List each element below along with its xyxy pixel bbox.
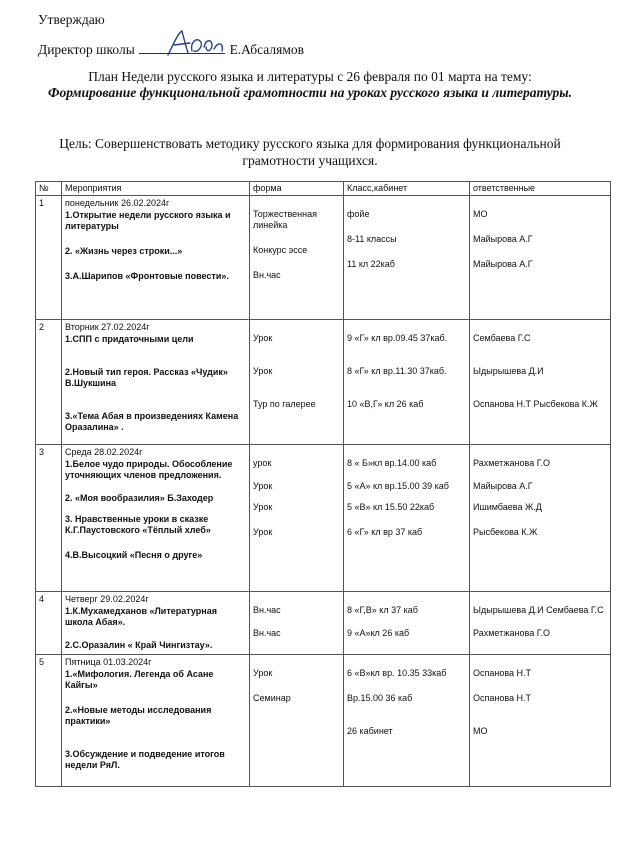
event-responsible: Ыдырышева Д.И Сембаева Г.С [473, 605, 604, 615]
day-label: Пятница 01.03.2024г [65, 657, 152, 667]
events-cell [62, 592, 250, 655]
row-number: 5 [36, 655, 62, 787]
event-class: 8 «Г» кл вр.11.30 37каб. [347, 366, 447, 376]
plan-theme: Формирование функциональной грамотности на уроках русского языка и литературы. [48, 85, 572, 100]
event-title: 2.Новый тип героя. Рассказ «Чудик» В.Шукшина [65, 367, 228, 388]
event-title: 2.«Новые методы исследования практики» [65, 705, 212, 726]
approval-label: Утверждаю [38, 12, 105, 27]
event-form: Урок [253, 668, 273, 678]
responsible-cell [470, 445, 611, 592]
form-cell [250, 320, 344, 445]
event-responsible: Ишимбаева Ж.Д [473, 502, 542, 512]
event-responsible: Рахметжанова Г.О [473, 458, 550, 468]
event-title: 3.А.Шарипов «Фронтовые повести». [65, 271, 229, 281]
event-title: 3.«Тема Абая в произведениях Камена Оразалина» . [65, 411, 239, 432]
event-title: 1.СПП с придаточными цели [65, 334, 194, 344]
table-row [36, 655, 611, 787]
event-title: 2. «Моя вообразилия» Б.Заходер [65, 493, 214, 503]
form-cell [250, 655, 344, 787]
event-form: Урок [253, 366, 273, 376]
responsible-cell [470, 655, 611, 787]
table-header-row [36, 182, 611, 196]
event-class: 8 « Б»кл вр.14.00 каб [347, 458, 437, 468]
event-form: Урок [253, 333, 273, 343]
events-cell [62, 320, 250, 445]
event-form: Вн.час [253, 270, 281, 280]
responsible-cell [470, 196, 611, 320]
event-class: фойе [347, 209, 370, 219]
event-class: 6 «Г» кл вр 37 каб [347, 527, 423, 537]
event-responsible: Оспанова Н.Т [473, 693, 532, 703]
row-number: 3 [36, 445, 62, 592]
form-cell [250, 445, 344, 592]
event-class: Вр.15.00 36 каб [347, 693, 413, 703]
event-responsible: Оспанова Н.Т Рысбекова К.Ж [473, 399, 598, 409]
table-row [36, 445, 611, 592]
event-form: Урок [253, 527, 273, 537]
event-class: 26 кабинет [347, 726, 393, 736]
events-cell [62, 655, 250, 787]
form-cell [250, 592, 344, 655]
plan-title: План Недели русского языка и литературы с 26 февраля по 01 марта на тему: [88, 69, 532, 84]
responsible-cell [470, 592, 611, 655]
event-title: 4.В.Высоцкий «Песня о друге» [65, 550, 203, 560]
class-cell [344, 320, 470, 445]
director-label: Директор школы [38, 42, 135, 57]
event-responsible: МО [473, 726, 488, 736]
event-class: 6 «В»кл вр. 10.35 33каб [347, 668, 447, 678]
event-responsible: МО [473, 209, 488, 219]
director-signature [160, 25, 230, 59]
col-header-event: Мероприятия [62, 182, 250, 196]
events-cell [62, 196, 250, 320]
events-table [35, 181, 611, 787]
event-form: Вн.час [253, 605, 281, 615]
event-form: Семинар [253, 693, 291, 703]
class-cell [344, 196, 470, 320]
event-form: Урок [253, 481, 273, 491]
event-title: 1.Открытие недели русского языка и литературы [65, 210, 231, 231]
col-header-form: форма [250, 182, 344, 196]
col-header-class: Класс,кабинет [344, 182, 470, 196]
event-title: 1.Белое чудо природы. Обособление уточняющих членов предложения. [65, 459, 233, 480]
event-responsible: Майырова А.Г [473, 234, 533, 244]
event-form: Урок [253, 502, 273, 512]
event-responsible: Оспанова Н.Т [473, 668, 532, 678]
day-label: Среда 28.02.2024г [65, 447, 143, 457]
table-row [36, 320, 611, 445]
event-title: 2.С.Оразалин « Край Чингизтау». [65, 640, 213, 650]
event-title: 3. Нравственные уроки в сказке К.Г.Паустовского «Тёплый хлеб» [65, 514, 211, 535]
day-label: Вторник 27.02.2024г [65, 322, 150, 332]
row-number: 4 [36, 592, 62, 655]
events-cell [62, 445, 250, 592]
event-title: 2. «Жизнь через строки...» [65, 246, 183, 256]
table-row [36, 592, 611, 655]
row-number: 2 [36, 320, 62, 445]
class-cell [344, 445, 470, 592]
day-label: понедельник 26.02.2024г [65, 198, 170, 208]
event-responsible: Рахметжанова Г.О [473, 628, 550, 638]
event-class: 11 кл 22каб [347, 259, 395, 269]
event-title: 3.Обсуждение и подведение итогов недели РяЛ. [65, 749, 225, 770]
event-form: Тур по галерее [253, 399, 316, 409]
event-form: Вн.час [253, 628, 281, 638]
event-class: 5 «А» кл вр.15.00 39 каб [347, 481, 449, 491]
table-row [36, 196, 611, 320]
col-header-responsible: ответственные [470, 182, 611, 196]
responsible-cell [470, 320, 611, 445]
event-class: 9 «Г» кл вр.09.45 37каб. [347, 333, 448, 343]
form-cell [250, 196, 344, 320]
event-class: 8-11 классы [347, 234, 397, 244]
event-class: 9 «А»кл 26 каб [347, 628, 410, 638]
event-responsible: Ыдырышева Д.И [473, 366, 544, 376]
director-name: Е.Абсалямов [229, 42, 304, 57]
event-form: Конкурс эссе [253, 245, 308, 255]
event-responsible: Майырова А.Г [473, 259, 533, 269]
event-class: 5 «В» кл 15.50 22каб [347, 502, 435, 512]
class-cell [344, 655, 470, 787]
event-responsible: Майырова А.Г [473, 481, 533, 491]
event-title: 1.«Мифология. Легенда об Асане Кайгы» [65, 669, 214, 690]
col-header-num: № [36, 182, 62, 196]
event-responsible: Рысбекова К.Ж [473, 527, 538, 537]
event-form: урок [253, 458, 272, 468]
class-cell [344, 592, 470, 655]
event-form: Торжественная линейка [253, 209, 317, 230]
event-class: 10 «В,Г» кл 26 каб [347, 399, 424, 409]
day-label: Четверг 29.02.2024г [65, 594, 149, 604]
event-title: 1.К.Мухамедханов «Литературная школа Абая». [65, 606, 217, 627]
event-responsible: Сембаева Г.С [473, 333, 531, 343]
event-class: 8 «Г,В» кл 37 каб [347, 605, 418, 615]
plan-goal: Цель: Совершенствовать методику русского языка для формирования функциональной грамотности учащихся. [59, 136, 561, 168]
row-number: 1 [36, 196, 62, 320]
